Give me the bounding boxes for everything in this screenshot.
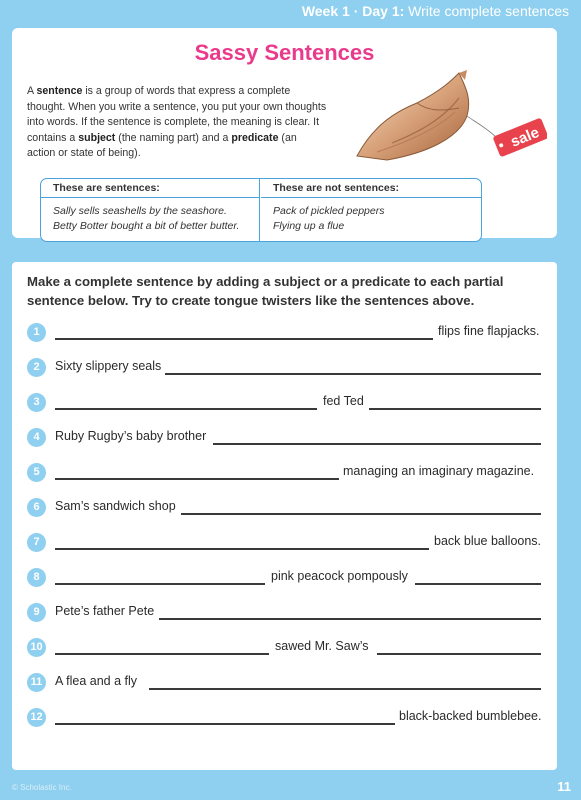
- non-sentence-example: Pack of pickled peppers: [273, 205, 385, 217]
- answer-line[interactable]: [55, 653, 269, 655]
- exercise-item-3: [27, 392, 547, 414]
- exercise-item-4: [27, 427, 547, 449]
- item-number: 6: [27, 498, 46, 517]
- answer-line[interactable]: [369, 408, 541, 410]
- item-number: 4: [27, 428, 46, 447]
- answer-line[interactable]: [165, 373, 541, 375]
- item-text: Sam’s sandwich shop: [55, 499, 176, 513]
- term-sentence: sentence: [36, 85, 83, 97]
- item-number: 9: [27, 603, 46, 622]
- sentence-example: Betty Botter bought a bit of better butter.: [53, 219, 240, 232]
- intro-text: is a group of words that express a complete thought. When you write a sentence, you put your own thoughts into words. If the sentence is complete, the meaning is clear. It contains a: [27, 85, 327, 144]
- answer-line[interactable]: [55, 478, 339, 480]
- answer-line[interactable]: [55, 583, 265, 585]
- sentences-header: These are sentences:: [41, 179, 259, 198]
- answer-line[interactable]: [415, 583, 541, 585]
- copyright-notice: © Scholastic Inc.: [12, 783, 72, 792]
- item-number: 2: [27, 358, 46, 377]
- item-number: 1: [27, 323, 46, 342]
- answer-line[interactable]: [377, 653, 541, 655]
- lesson-card: [12, 28, 557, 238]
- term-subject: subject: [78, 131, 116, 144]
- answer-line[interactable]: [55, 548, 429, 550]
- intro-text: A: [27, 85, 37, 97]
- exercise-item-11: [27, 672, 547, 694]
- exercise-item-8: [27, 567, 547, 589]
- item-number: 10: [27, 638, 46, 657]
- exercise-item-10: [27, 637, 547, 659]
- item-number: 8: [27, 568, 46, 587]
- answer-line[interactable]: [55, 408, 317, 410]
- page-number: 11: [557, 779, 571, 794]
- sale-tag: [492, 118, 547, 158]
- non-sentences-header: These are not sentences:: [261, 179, 481, 198]
- seashell-illustration: [347, 68, 547, 168]
- instructions: Make a complete sentence by adding a subject or a predicate to each partial sentence below. Try to create tongue twisters like the sentences above.: [27, 274, 504, 308]
- examples-table: [40, 178, 482, 242]
- item-number: 11: [27, 673, 46, 692]
- exercise-item-6: [27, 497, 547, 519]
- item-text: pink peacock pompously: [271, 569, 408, 583]
- page-title: Sassy Sentences: [194, 40, 375, 65]
- sentences-column: [41, 179, 260, 241]
- item-text: managing an imaginary magazine.: [343, 464, 535, 478]
- intro-text: (an action or state of being).: [27, 131, 297, 159]
- item-number: 12: [27, 708, 46, 727]
- exercise-item-7: [27, 532, 547, 554]
- item-text: A flea and a fly: [55, 674, 138, 688]
- item-text: back blue balloons.: [434, 534, 542, 548]
- intro-text: (the naming part) and a: [115, 131, 232, 144]
- item-text: black-backed bumblebee.: [399, 709, 542, 723]
- task-label: Write complete sentences: [408, 3, 569, 19]
- non-sentence-example: Flying up a flue: [273, 219, 345, 232]
- item-text: sawed Mr. Saw’s: [275, 639, 369, 653]
- term-predicate: predicate: [231, 131, 279, 144]
- item-number: 5: [27, 463, 46, 482]
- item-number: 7: [27, 533, 46, 552]
- sale-tag-text: sale: [508, 123, 542, 151]
- item-number: 3: [27, 393, 46, 412]
- exercise-item-1: [27, 322, 547, 344]
- answer-line[interactable]: [55, 723, 395, 725]
- exercise-panel: [12, 262, 557, 770]
- exercise-item-2: [27, 357, 547, 379]
- answer-line[interactable]: [181, 513, 541, 515]
- item-text: flips fine flapjacks.: [438, 324, 540, 338]
- exercise-item-5: [27, 462, 547, 484]
- item-text: Sixty slippery seals: [55, 359, 162, 373]
- header-bar: [0, 0, 581, 22]
- answer-line[interactable]: [149, 688, 541, 690]
- non-sentences-column: [261, 179, 481, 241]
- answer-line[interactable]: [159, 618, 541, 620]
- intro-paragraph: [27, 84, 327, 162]
- answer-line[interactable]: [213, 443, 541, 445]
- item-text: Ruby Rugby’s baby brother: [55, 429, 207, 443]
- sentence-example: Sally sells seashells by the seashore.: [53, 205, 227, 217]
- item-text: fed Ted: [323, 394, 364, 408]
- item-text: Pete’s father Pete: [55, 604, 155, 618]
- answer-line[interactable]: [55, 338, 433, 340]
- exercise-item-9: [27, 602, 547, 624]
- week-day-label: Week 1 · Day 1:: [301, 3, 405, 19]
- exercise-item-12: [27, 707, 547, 729]
